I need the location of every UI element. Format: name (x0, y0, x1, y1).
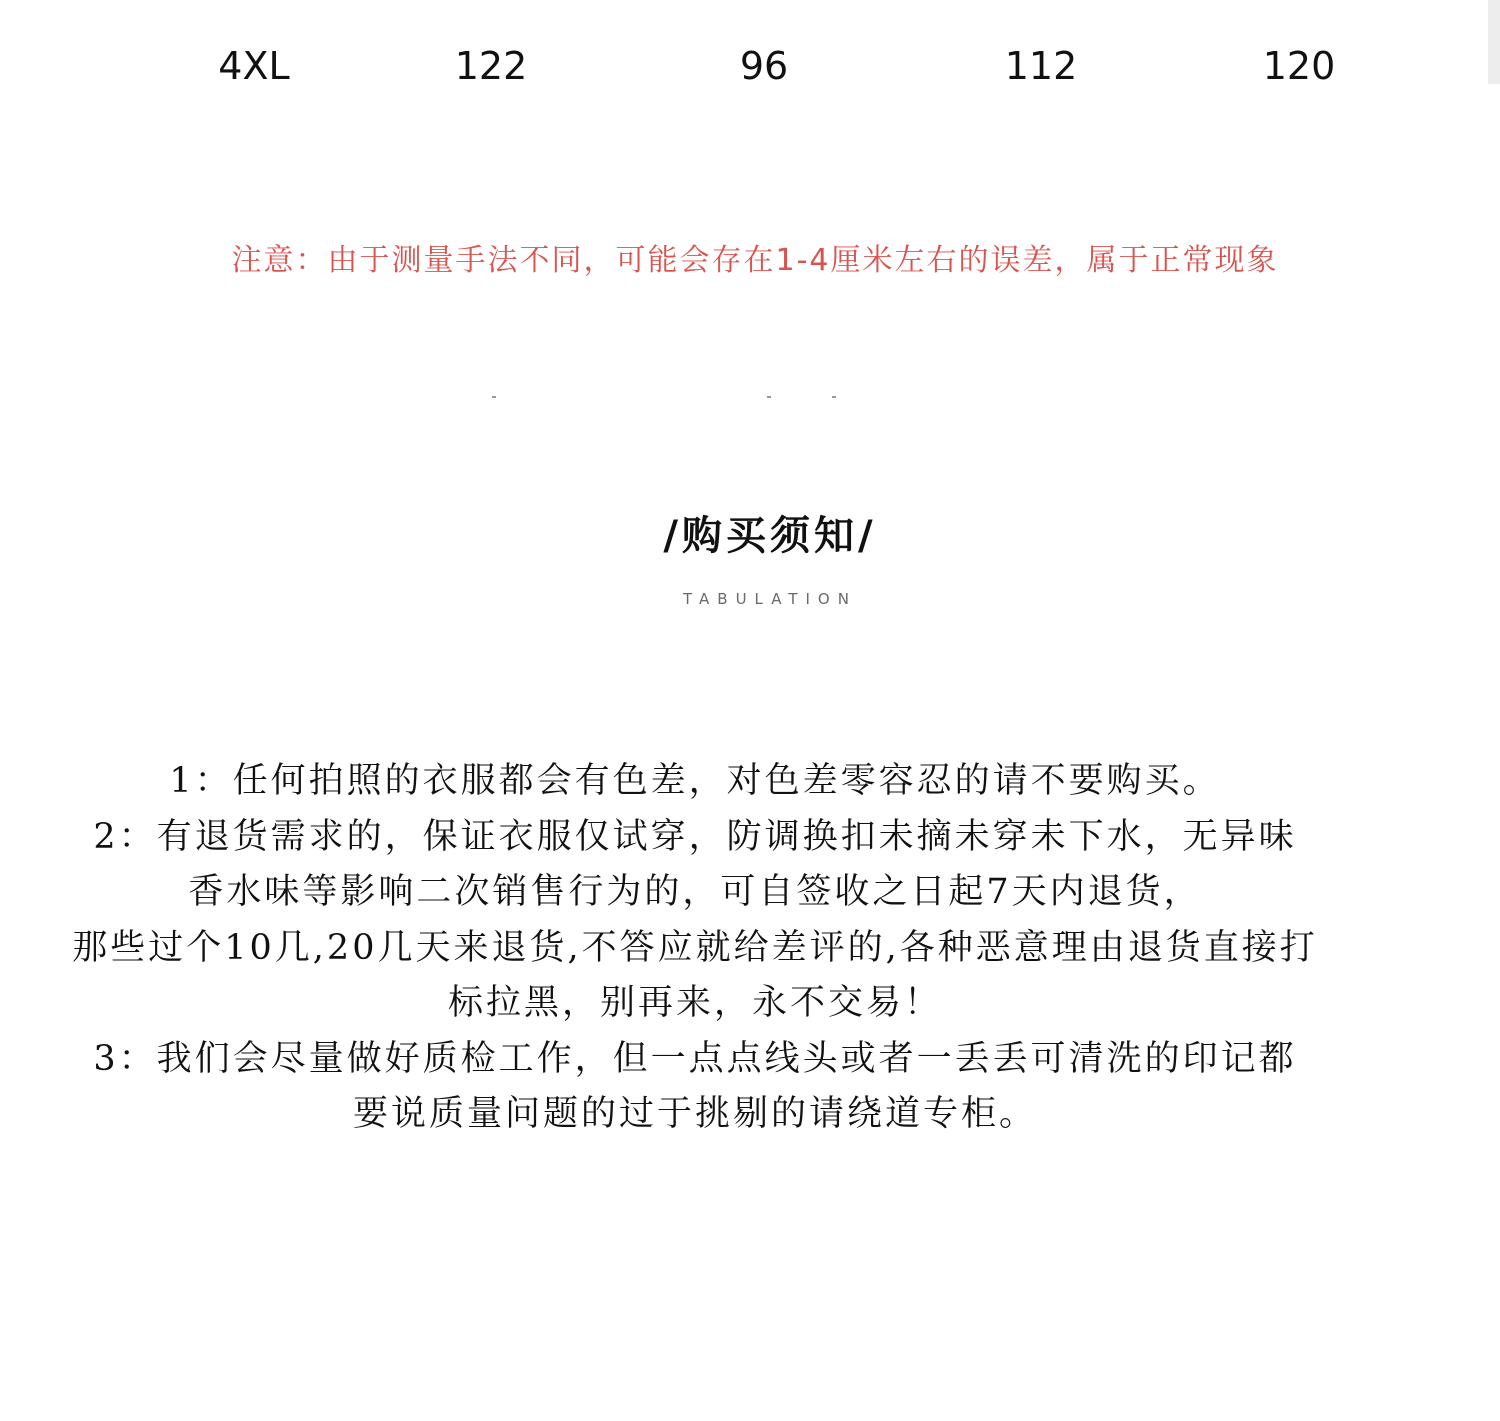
decorative-dot (767, 396, 771, 398)
size-value-cell: 112 (1004, 44, 1078, 88)
size-value-cell: 122 (454, 44, 528, 88)
measurement-notice: 注意：由于测量手法不同，可能会存在1-4厘米左右的误差，属于正常现象 (231, 243, 1279, 278)
size-value-cell: 120 (1262, 44, 1336, 88)
rule-line: 3：我们会尽量做好质检工作，但一点点线头或者一丢丢可清洗的印记都 (93, 1038, 1297, 1079)
size-label-cell: 4XL (218, 44, 290, 88)
decorative-dots (0, 396, 1500, 402)
decorative-dot (492, 396, 496, 398)
purchase-rules (0, 754, 1390, 1143)
rule-line: 2：有退货需求的，保证衣服仅试穿，防调换扣未摘未穿未下水，无异味 (93, 816, 1297, 857)
rule-line: 要说质量问题的过于挑剔的请绕道专柜。 (352, 1094, 1037, 1134)
decorative-dot (832, 396, 836, 398)
section-title: /购买须知/ (663, 513, 877, 559)
rule-line: 那些过个10几,20几天来退货,不答应就给差评的,各种恶意理由退货直接打 (72, 927, 1318, 968)
size-table-row (0, 38, 1500, 94)
section-subtitle: TABULATION (683, 590, 857, 608)
rule-line: 香水味等影响二次销售行为的，可自签收之日起7天内退货， (188, 872, 1202, 912)
rule-line: 1：任何拍照的衣服都会有色差，对色差零容忍的请不要购买。 (169, 761, 1221, 801)
rule-line: 标拉黑，别再来，永不交易！ (447, 983, 942, 1023)
size-value-cell: 96 (739, 44, 789, 88)
scrollbar-edge (1488, 0, 1500, 84)
